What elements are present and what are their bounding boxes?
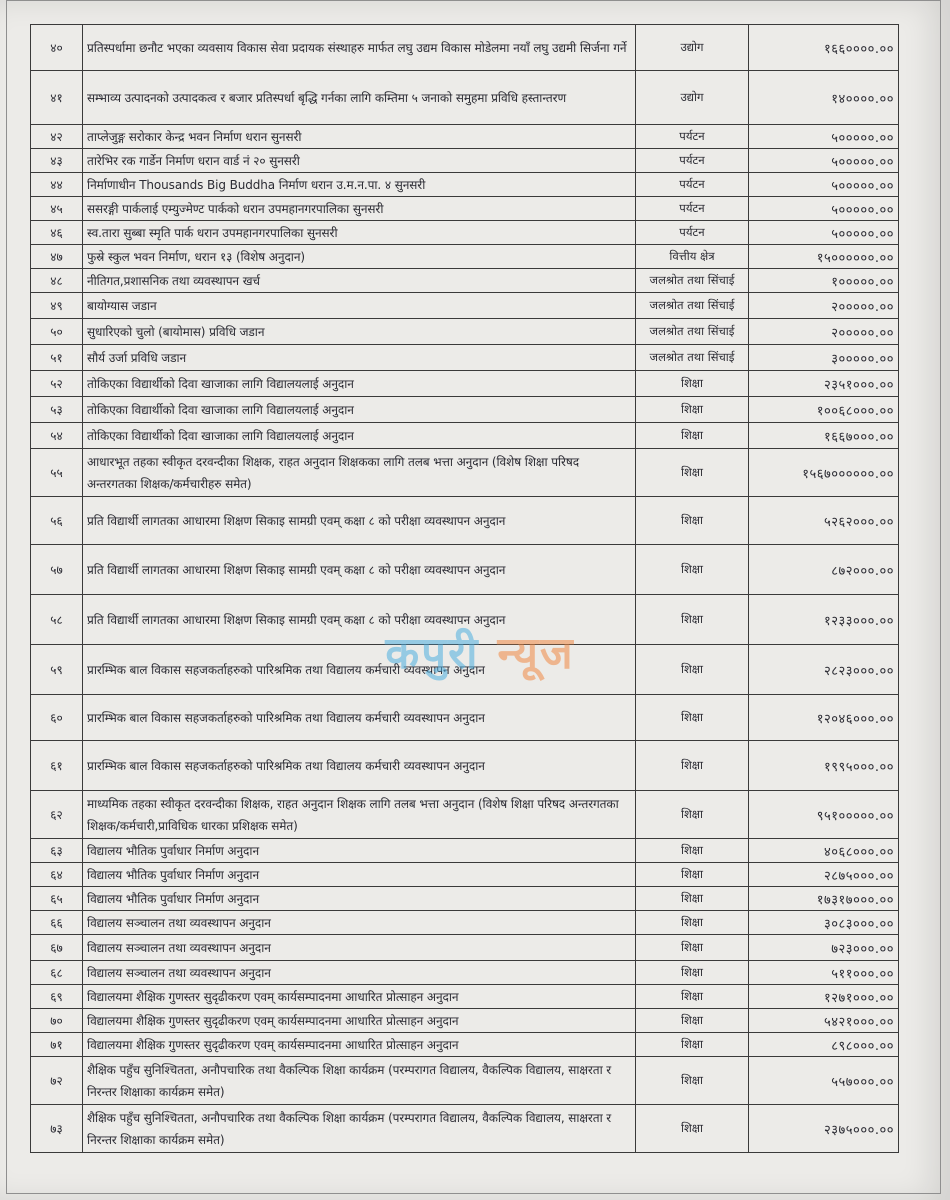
row-number: ४५	[31, 197, 83, 221]
table-row	[31, 497, 899, 545]
table-row	[31, 741, 899, 791]
row-description: विद्यालयमा शैक्षिक गुणस्तर सुदृढीकरण एवम् कार्यसम्पादनमा आधारित प्रोत्साहन अनुदान	[83, 985, 636, 1009]
table-row	[31, 371, 899, 397]
table-row	[31, 423, 899, 449]
row-amount: १२७१०००.००	[749, 985, 899, 1009]
row-description: विद्यालयमा शैक्षिक गुणस्तर सुदृढीकरण एवम् कार्यसम्पादनमा आधारित प्रोत्साहन अनुदान	[83, 1009, 636, 1033]
table-row	[31, 839, 899, 863]
row-amount: १५००००००.००	[749, 245, 899, 269]
row-sector: शिक्षा	[636, 423, 749, 449]
row-description: सुधारिएको चुलो (बायोमास) प्रविधि जडान	[83, 319, 636, 345]
row-sector: पर्यटन	[636, 125, 749, 149]
table-row	[31, 149, 899, 173]
table-row	[31, 1105, 899, 1153]
row-number: ७२	[31, 1057, 83, 1105]
row-number: ५६	[31, 497, 83, 545]
watermark-text-1: कपुरी	[385, 628, 480, 679]
row-sector: शिक्षा	[636, 791, 749, 839]
row-description: माध्यमिक तहका स्वीकृत दरवन्दीका शिक्षक, राहत अनुदान शिक्षक लागि तलब भत्ता अनुदान (विशेष शिक्षा परिषद अन्तरगतका शिक्षक/कर्मचारी,प्राविधिक धारका प्रशिक्षक समेत)	[83, 791, 636, 839]
row-number: ४८	[31, 269, 83, 293]
budget-table	[30, 24, 899, 1153]
row-description: प्रारम्भिक बाल विकास सहजकर्ताहरुको पारिश्रमिक तथा विद्यालय कर्मचारी व्यवस्थापन अनुदान	[83, 695, 636, 741]
row-amount: ८९८०००.००	[749, 1033, 899, 1057]
row-amount: २८२३०००.००	[749, 645, 899, 695]
row-sector: शिक्षा	[636, 961, 749, 985]
row-amount: ५०००००.००	[749, 149, 899, 173]
row-description: विद्यालय भौतिक पुर्वाधार निर्माण अनुदान	[83, 887, 636, 911]
row-number: ४७	[31, 245, 83, 269]
row-sector: शिक्षा	[636, 985, 749, 1009]
row-number: ४०	[31, 25, 83, 71]
row-number: ४३	[31, 149, 83, 173]
row-sector: शिक्षा	[636, 545, 749, 595]
row-sector: शिक्षा	[636, 887, 749, 911]
row-number: ४४	[31, 173, 83, 197]
row-sector: जलश्रोत तथा सिंचाई	[636, 345, 749, 371]
table-row	[31, 791, 899, 839]
row-description: शैक्षिक पहुँच सुनिश्चितता, अनौपचारिक तथा वैकल्पिक शिक्षा कार्यक्रम (परम्परागत विद्यालय, वैकल्पिक विद्यालय, साक्षरता र निरन्तर शिक्षाका कार्यक्रम समेत)	[83, 1105, 636, 1153]
budget-table-body	[31, 25, 899, 1153]
row-number: ६३	[31, 839, 83, 863]
row-sector: शिक्षा	[636, 863, 749, 887]
row-number: ५८	[31, 595, 83, 645]
row-sector: शिक्षा	[636, 911, 749, 935]
row-number: ६८	[31, 961, 83, 985]
row-number: ६४	[31, 863, 83, 887]
row-number: ४९	[31, 293, 83, 319]
row-description: निर्माणाधीन Thousands Big Buddha निर्माण धरान उ.म.न.पा. ४ सुनसरी	[83, 173, 636, 197]
row-amount: ५२६२०००.००	[749, 497, 899, 545]
row-sector: उद्योग	[636, 25, 749, 71]
row-number: ४२	[31, 125, 83, 149]
row-sector: शिक्षा	[636, 371, 749, 397]
row-number: ६२	[31, 791, 83, 839]
row-number: ५१	[31, 345, 83, 371]
table-row	[31, 863, 899, 887]
row-amount: १४००००.००	[749, 71, 899, 125]
row-description: तारेभिर रक गार्डेन निर्माण धरान वार्ड नं २० सुनसरी	[83, 149, 636, 173]
row-description: विद्यालय सञ्चालन तथा व्यवस्थापन अनुदान	[83, 961, 636, 985]
row-description: विद्यालयमा शैक्षिक गुणस्तर सुदृढीकरण एवम् कार्यसम्पादनमा आधारित प्रोत्साहन अनुदान	[83, 1033, 636, 1057]
row-amount: ३०००००.००	[749, 345, 899, 371]
row-sector: जलश्रोत तथा सिंचाई	[636, 269, 749, 293]
row-amount: १००६८०००.००	[749, 397, 899, 423]
row-amount: २३५१०००.००	[749, 371, 899, 397]
row-sector: जलश्रोत तथा सिंचाई	[636, 293, 749, 319]
row-sector: पर्यटन	[636, 173, 749, 197]
row-description: विद्यालय सञ्चालन तथा व्यवस्थापन अनुदान	[83, 911, 636, 935]
row-number: ६०	[31, 695, 83, 741]
table-row	[31, 1033, 899, 1057]
row-sector: शिक्षा	[636, 397, 749, 423]
row-description: प्रारम्भिक बाल विकास सहजकर्ताहरुको पारिश्रमिक तथा विद्यालय कर्मचारी व्यवस्थापन अनुदान	[83, 645, 636, 695]
row-amount: २०००००.००	[749, 319, 899, 345]
row-sector: शिक्षा	[636, 839, 749, 863]
row-sector: शिक्षा	[636, 645, 749, 695]
row-amount: १६६७०००.००	[749, 423, 899, 449]
row-description: विद्यालय भौतिक पुर्वाधार निर्माण अनुदान	[83, 839, 636, 863]
row-amount: ५५७०००.००	[749, 1057, 899, 1105]
row-number: ५९	[31, 645, 83, 695]
row-number: ४१	[31, 71, 83, 125]
row-number: ५७	[31, 545, 83, 595]
row-description: तोकिएका विद्यार्थीको दिवा खाजाका लागि विद्यालयलाई अनुदान	[83, 423, 636, 449]
row-number: ६९	[31, 985, 83, 1009]
row-sector: शिक्षा	[636, 449, 749, 497]
row-description: स्व.तारा सुब्बा स्मृति पार्क धरान उपमहानगरपालिका सुनसरी	[83, 221, 636, 245]
row-amount: १०००००.००	[749, 269, 899, 293]
table-row	[31, 269, 899, 293]
row-amount: १२०४६०००.००	[749, 695, 899, 741]
row-description: विद्यालय सञ्चालन तथा व्यवस्थापन अनुदान	[83, 935, 636, 961]
row-description: प्रति विद्यार्थी लागतका आधारमा शिक्षण सिकाइ सामग्री एवम् कक्षा ८ को परीक्षा व्यवस्थापन अनुदान	[83, 497, 636, 545]
row-sector: शिक्षा	[636, 497, 749, 545]
row-sector: वित्तीय क्षेत्र	[636, 245, 749, 269]
table-row	[31, 293, 899, 319]
row-description: शैक्षिक पहुँच सुनिश्चितता, अनौपचारिक तथा वैकल्पिक शिक्षा कार्यक्रम (परम्परागत विद्यालय, वैकल्पिक विद्यालय, साक्षरता र निरन्तर शिक्षाका कार्यक्रम समेत)	[83, 1057, 636, 1105]
row-number: ६७	[31, 935, 83, 961]
row-sector: पर्यटन	[636, 197, 749, 221]
row-amount: ५०००००.००	[749, 125, 899, 149]
row-number: ६१	[31, 741, 83, 791]
row-amount: ४०६८०००.००	[749, 839, 899, 863]
row-sector: शिक्षा	[636, 935, 749, 961]
table-row	[31, 173, 899, 197]
row-description: सम्भाव्य उत्पादनको उत्पादकत्व र बजार प्रतिस्पर्धा बृद्धि गर्नका लागि कम्तिमा ५ जनाको समुहमा प्रविधि हस्तान्तरण	[83, 71, 636, 125]
row-sector: जलश्रोत तथा सिंचाई	[636, 319, 749, 345]
row-description: ससरङ्गी पार्कलाई एम्युज्मेण्ट पार्कको धरान उपमहानगरपालिका सुनसरी	[83, 197, 636, 221]
row-description: प्रतिस्पर्धामा छनौट भएका व्यवसाय विकास सेवा प्रदायक संस्थाहरु मार्फत लघु उद्यम विकास मोडेलमा नयाँ लघु उद्यमी सिर्जना गर्ने	[83, 25, 636, 71]
row-amount: ८७२०००.००	[749, 545, 899, 595]
row-sector: शिक्षा	[636, 1009, 749, 1033]
row-description: फुस्रे स्कुल भवन निर्माण, धरान १३ (विशेष अनुदान)	[83, 245, 636, 269]
row-description: आधारभूत तहका स्वीकृत दरवन्दीका शिक्षक, राहत अनुदान शिक्षकका लागि तलब भत्ता अनुदान (विशेष शिक्षा परिषद अन्तरगतका शिक्षक/कर्मचारीहरु समेत)	[83, 449, 636, 497]
table-row	[31, 221, 899, 245]
row-amount: २८७५०००.००	[749, 863, 899, 887]
table-row	[31, 197, 899, 221]
row-number: ५४	[31, 423, 83, 449]
row-number: ७१	[31, 1033, 83, 1057]
table-row	[31, 695, 899, 741]
row-sector: शिक्षा	[636, 1033, 749, 1057]
row-amount: २०००००.००	[749, 293, 899, 319]
row-description: प्रारम्भिक बाल विकास सहजकर्ताहरुको पारिश्रमिक तथा विद्यालय कर्मचारी व्यवस्थापन अनुदान	[83, 741, 636, 791]
row-number: ६५	[31, 887, 83, 911]
table-row	[31, 961, 899, 985]
row-amount: १९९५०००.००	[749, 741, 899, 791]
row-sector: शिक्षा	[636, 695, 749, 741]
row-description: प्रति विद्यार्थी लागतका आधारमा शिक्षण सिकाइ सामग्री एवम् कक्षा ८ को परीक्षा व्यवस्थापन अनुदान	[83, 545, 636, 595]
row-amount: १६६००००.००	[749, 25, 899, 71]
table-row	[31, 1009, 899, 1033]
table-row	[31, 245, 899, 269]
table-row	[31, 71, 899, 125]
row-amount: ५४२१०००.००	[749, 1009, 899, 1033]
row-sector: शिक्षा	[636, 741, 749, 791]
row-amount: ५११०००.००	[749, 961, 899, 985]
row-sector: उद्योग	[636, 71, 749, 125]
row-amount: ५०००००.००	[749, 221, 899, 245]
table-row	[31, 645, 899, 695]
row-sector: शिक्षा	[636, 595, 749, 645]
row-number: ५२	[31, 371, 83, 397]
row-description: तोकिएका विद्यार्थीको दिवा खाजाका लागि विद्यालयलाई अनुदान	[83, 397, 636, 423]
table-row	[31, 345, 899, 371]
row-description: तोकिएका विद्यार्थीको दिवा खाजाका लागि विद्यालयलाई अनुदान	[83, 371, 636, 397]
row-amount: ७२३०००.००	[749, 935, 899, 961]
row-amount: ९५१०००००.००	[749, 791, 899, 839]
row-number: ५३	[31, 397, 83, 423]
row-sector: पर्यटन	[636, 221, 749, 245]
row-description: प्रति विद्यार्थी लागतका आधारमा शिक्षण सिकाइ सामग्री एवम् कक्षा ८ को परीक्षा व्यवस्थापन अनुदान	[83, 595, 636, 645]
row-amount: ३०८३०००.००	[749, 911, 899, 935]
row-number: ७३	[31, 1105, 83, 1153]
table-row	[31, 595, 899, 645]
table-row	[31, 911, 899, 935]
row-number: ५०	[31, 319, 83, 345]
table-row	[31, 1057, 899, 1105]
table-row	[31, 125, 899, 149]
row-number: ५५	[31, 449, 83, 497]
row-amount: ५०००००.००	[749, 173, 899, 197]
row-sector: शिक्षा	[636, 1057, 749, 1105]
table-row	[31, 985, 899, 1009]
watermark-text-2: न्यूज	[497, 628, 575, 679]
table-row	[31, 319, 899, 345]
table-row	[31, 887, 899, 911]
table-row	[31, 397, 899, 423]
row-amount: १५६७००००००.००	[749, 449, 899, 497]
row-number: ७०	[31, 1009, 83, 1033]
row-sector: शिक्षा	[636, 1105, 749, 1153]
row-description: बायोग्यास जडान	[83, 293, 636, 319]
row-description: ताप्लेजुङ्ग सरोकार केन्द्र भवन निर्माण धरान सुनसरी	[83, 125, 636, 149]
table-row	[31, 449, 899, 497]
row-sector: पर्यटन	[636, 149, 749, 173]
row-amount: ५०००००.००	[749, 197, 899, 221]
row-number: ४६	[31, 221, 83, 245]
row-amount: १२३३०००.००	[749, 595, 899, 645]
row-amount: १७३१७०००.००	[749, 887, 899, 911]
table-row	[31, 25, 899, 71]
row-number: ६६	[31, 911, 83, 935]
row-amount: २३७५०००.००	[749, 1105, 899, 1153]
table-row	[31, 545, 899, 595]
row-description: नीतिगत,प्रशासनिक तथा व्यवस्थापन खर्च	[83, 269, 636, 293]
row-description: सौर्य उर्जा प्रविधि जडान	[83, 345, 636, 371]
table-row	[31, 935, 899, 961]
row-description: विद्यालय भौतिक पुर्वाधार निर्माण अनुदान	[83, 863, 636, 887]
